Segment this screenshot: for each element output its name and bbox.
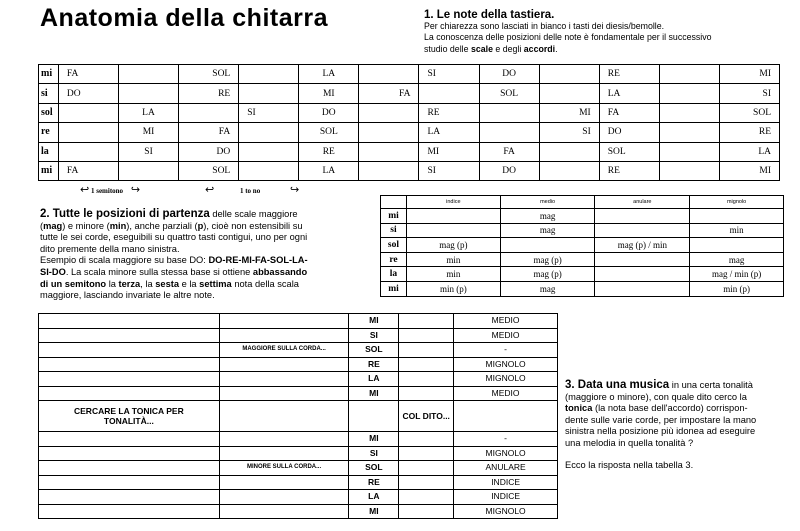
- positions-row: [381, 267, 784, 282]
- fret-cell: SOL: [599, 142, 659, 161]
- curved-arrow-left-icon: ↩: [80, 184, 90, 196]
- string-cell: MI: [349, 432, 399, 447]
- fret-cell: [659, 103, 719, 122]
- fret-cell: SOL: [479, 84, 539, 103]
- fret-cell: DO: [599, 123, 659, 142]
- fret-cell: SI: [539, 123, 599, 142]
- position-cell: mag (p): [500, 252, 595, 267]
- empty-cell: [219, 357, 349, 372]
- finger-cell: MEDIO: [454, 328, 558, 343]
- curved-arrow-right-icon: ↪: [130, 184, 141, 196]
- fret-cell: RE: [599, 65, 659, 84]
- empty-cell: [349, 401, 399, 432]
- empty-cell: [399, 446, 454, 461]
- empty-cell: [39, 372, 220, 387]
- empty-cell: [399, 314, 454, 329]
- section3-text: 3. Data una musica in una certa tonalità (maggiore o minore), con quale dito cerco la tonica (la nota base dell'accordo) corrispon- dente sulle varie corde, per impostare la mano sinistra nella posizione più idonea ad eseguire una melodia in quella tonalità ? Ecco la risposta nella tabella 3.: [565, 379, 757, 470]
- fret-cell: SOL: [178, 65, 238, 84]
- positions-row: [381, 252, 784, 267]
- finger-header: indice: [406, 196, 500, 209]
- position-cell: [595, 223, 690, 238]
- position-cell: mag: [500, 209, 595, 224]
- tonic-row: [39, 357, 558, 372]
- fret-cell: [539, 65, 599, 84]
- string-cell: SI: [349, 328, 399, 343]
- position-cell: mag (p): [500, 267, 595, 282]
- section1-text: [424, 9, 794, 55]
- empty-cell: [39, 490, 220, 505]
- string-label: mi: [39, 65, 59, 84]
- fret-cell: SI: [119, 142, 179, 161]
- string-cell: MI: [349, 314, 399, 329]
- fret-cell: [479, 123, 539, 142]
- fret-cell: SI: [419, 65, 479, 84]
- empty-cell: [39, 343, 220, 358]
- string-cell: MI: [349, 504, 399, 519]
- position-cell: min: [406, 252, 500, 267]
- fret-cell: LA: [719, 142, 779, 161]
- fret-cell: DO: [58, 84, 118, 103]
- semitone-annotation: [80, 183, 140, 196]
- tonic-row: [39, 504, 558, 519]
- empty-cell: [219, 328, 349, 343]
- string-label: la: [381, 267, 407, 282]
- position-cell: mag (p) / min: [595, 238, 690, 253]
- section2-heading: 2. Tutte le posizioni di partenza: [40, 208, 210, 220]
- fret-cell: FA: [479, 142, 539, 161]
- fretboard-row: [39, 142, 780, 161]
- empty-cell: [399, 372, 454, 387]
- tonic-row: [39, 328, 558, 343]
- string-label: sol: [381, 238, 407, 253]
- header-row: [39, 401, 558, 432]
- position-cell: min: [690, 223, 784, 238]
- fret-cell: [659, 142, 719, 161]
- section3-answer: Ecco la risposta nella tabella 3.: [565, 459, 694, 470]
- finger-cell: INDICE: [454, 490, 558, 505]
- string-label: la: [39, 142, 59, 161]
- fret-cell: [239, 142, 299, 161]
- empty-cell: [399, 343, 454, 358]
- empty-cell: [399, 386, 454, 401]
- string-cell: LA: [349, 490, 399, 505]
- fret-cell: DO: [479, 65, 539, 84]
- empty-cell: [39, 504, 220, 519]
- empty-cell: [39, 475, 220, 490]
- empty-cell: [39, 386, 220, 401]
- fret-cell: [419, 84, 479, 103]
- tonic-row: [39, 386, 558, 401]
- fretboard-row: [39, 84, 780, 103]
- position-cell: [690, 238, 784, 253]
- fret-cell: [359, 103, 419, 122]
- string-label: si: [39, 84, 59, 103]
- fret-cell: [359, 161, 419, 180]
- tonic-finger-table: [38, 313, 558, 519]
- fret-cell: DO: [178, 142, 238, 161]
- fret-cell: FA: [58, 65, 118, 84]
- string-label: si: [381, 223, 407, 238]
- tone-annotation: [205, 183, 299, 196]
- string-label: mi: [381, 209, 407, 224]
- empty-cell: [399, 357, 454, 372]
- string-cell: LA: [349, 372, 399, 387]
- fretboard-row: [39, 123, 780, 142]
- empty-cell: [39, 461, 220, 476]
- empty-cell: [219, 475, 349, 490]
- fret-cell: [239, 65, 299, 84]
- section3-heading: 3. Data una musica: [565, 379, 670, 391]
- tonic-row: [39, 446, 558, 461]
- fret-cell: [539, 142, 599, 161]
- fret-cell: LA: [299, 65, 359, 84]
- finger-cell: MIGNOLO: [454, 357, 558, 372]
- string-cell: SOL: [349, 461, 399, 476]
- finger-header: medio: [500, 196, 595, 209]
- position-cell: [595, 209, 690, 224]
- fret-cell: [239, 84, 299, 103]
- minor-on-string-label: MINORE SULLA CORDA...: [219, 461, 349, 476]
- position-cell: mag (p): [406, 238, 500, 253]
- fret-cell: [239, 123, 299, 142]
- finger-cell: MEDIO: [454, 314, 558, 329]
- position-cell: mag: [690, 252, 784, 267]
- fret-cell: RE: [419, 103, 479, 122]
- tonic-row: [39, 461, 558, 476]
- fret-cell: [359, 142, 419, 161]
- section2-para1: 2. Tutte le posizioni di partenza delle scale maggiore (mag) e minore (min), anche parziali (p), cioè non estensibili su tutte le sei corde, eseguibili su quattro tasti contigui, uno per ogni dito premente della mano sinistra.: [40, 208, 308, 254]
- finger-cell: MIGNOLO: [454, 446, 558, 461]
- fret-cell: [239, 161, 299, 180]
- fret-cell: [659, 84, 719, 103]
- section1-line2: La conoscenza delle posizioni delle note è fondamentale per il successivo: [424, 32, 712, 43]
- fret-cell: RE: [178, 84, 238, 103]
- fret-cell: SI: [419, 161, 479, 180]
- string-label: mi: [39, 161, 59, 180]
- fret-cell: DO: [299, 103, 359, 122]
- fret-cell: [659, 161, 719, 180]
- finger-label: COL DITO...: [399, 401, 454, 432]
- fret-cell: MI: [539, 103, 599, 122]
- empty-cell: [454, 401, 558, 432]
- fret-cell: SOL: [178, 161, 238, 180]
- fret-cell: LA: [419, 123, 479, 142]
- fret-cell: [359, 65, 419, 84]
- fret-cell: SOL: [299, 123, 359, 142]
- string-cell: RE: [349, 475, 399, 490]
- empty-cell: [219, 401, 349, 432]
- section2-para2: Esempio di scala maggiore su base DO: DO-RE-MI-FA-SOL-LA- SI-DO. La scala minore sulla stessa base si ottiene abbassando di un semitono la terza, la sesta e la settima nota della scala maggiore, lasciando invariate le altre note.: [40, 255, 308, 301]
- fret-cell: MI: [719, 65, 779, 84]
- major-on-string-label: MAGGIORE SULLA CORDA...: [219, 343, 349, 358]
- string-label: re: [39, 123, 59, 142]
- position-cell: [690, 209, 784, 224]
- empty-cell: [399, 432, 454, 447]
- fret-cell: LA: [599, 84, 659, 103]
- finger-cell: -: [454, 343, 558, 358]
- fret-cell: [479, 103, 539, 122]
- section2-text: [40, 209, 370, 302]
- empty-cell: [219, 372, 349, 387]
- fret-cell: [58, 142, 118, 161]
- tonic-row: [39, 475, 558, 490]
- empty-cell: [219, 432, 349, 447]
- empty-cell: [39, 432, 220, 447]
- empty-cell: [219, 386, 349, 401]
- fretboard-table: [38, 64, 780, 181]
- position-cell: [595, 267, 690, 282]
- position-cell: [595, 281, 690, 296]
- fret-cell: FA: [359, 84, 419, 103]
- fret-cell: [119, 161, 179, 180]
- fret-cell: MI: [299, 84, 359, 103]
- positions-row: [381, 209, 784, 224]
- string-cell: MI: [349, 386, 399, 401]
- fret-cell: [178, 103, 238, 122]
- fret-cell: [659, 123, 719, 142]
- fret-cell: FA: [599, 103, 659, 122]
- tonic-row: [39, 432, 558, 447]
- string-cell: RE: [349, 357, 399, 372]
- string-label: re: [381, 252, 407, 267]
- fret-cell: [539, 161, 599, 180]
- tonic-row: [39, 343, 558, 358]
- finger-header: anulare: [595, 196, 690, 209]
- string-label: sol: [39, 103, 59, 122]
- empty-cell: [39, 314, 220, 329]
- position-cell: [500, 238, 595, 253]
- section1-line1: Per chiarezza sono lasciati in bianco i tasti dei diesis/bemolle.: [424, 21, 665, 31]
- empty-cell: [399, 475, 454, 490]
- position-cell: min (p): [406, 281, 500, 296]
- empty-cell: [399, 490, 454, 505]
- position-cell: mag: [500, 223, 595, 238]
- section1-line3: studio delle scale e degli accordi.: [424, 43, 558, 54]
- fret-cell: RE: [599, 161, 659, 180]
- position-cell: [406, 209, 500, 224]
- empty-cell: [39, 446, 220, 461]
- empty-cell: [399, 461, 454, 476]
- fret-cell: SI: [239, 103, 299, 122]
- curved-arrow-right-icon: ↪: [289, 184, 300, 196]
- finger-cell: MIGNOLO: [454, 372, 558, 387]
- string-label: mi: [381, 281, 407, 296]
- positions-table: [380, 195, 784, 297]
- finger-cell: MIGNOLO: [454, 504, 558, 519]
- fretboard-row: [39, 103, 780, 122]
- finger-cell: INDICE: [454, 475, 558, 490]
- fretboard-row: [39, 161, 780, 180]
- tonic-label: CERCARE LA TONICA PER TONALITÀ...: [39, 401, 220, 432]
- empty-cell: [39, 328, 220, 343]
- tonic-row: [39, 490, 558, 505]
- corner-cell: [381, 196, 407, 209]
- tone-label: 1 to no: [239, 187, 261, 195]
- finger-cell: ANULARE: [454, 461, 558, 476]
- fret-cell: FA: [58, 161, 118, 180]
- fret-cell: SI: [719, 84, 779, 103]
- fret-cell: FA: [178, 123, 238, 142]
- empty-cell: [219, 314, 349, 329]
- empty-cell: [219, 490, 349, 505]
- fret-cell: DO: [479, 161, 539, 180]
- positions-row: [381, 238, 784, 253]
- empty-cell: [39, 357, 220, 372]
- tonic-row: [39, 314, 558, 329]
- fret-cell: [58, 123, 118, 142]
- position-cell: mag: [500, 281, 595, 296]
- fret-cell: MI: [719, 161, 779, 180]
- finger-cell: MEDIO: [454, 386, 558, 401]
- string-cell: SI: [349, 446, 399, 461]
- empty-cell: [399, 504, 454, 519]
- finger-header: mignolo: [690, 196, 784, 209]
- position-cell: min (p): [690, 281, 784, 296]
- empty-cell: [219, 446, 349, 461]
- fret-cell: LA: [119, 103, 179, 122]
- fret-cell: [539, 84, 599, 103]
- fret-cell: MI: [119, 123, 179, 142]
- fret-cell: LA: [299, 161, 359, 180]
- fret-cell: [359, 123, 419, 142]
- position-cell: mag / min (p): [690, 267, 784, 282]
- fretboard-row: [39, 65, 780, 84]
- fret-cell: [119, 65, 179, 84]
- fret-cell: MI: [419, 142, 479, 161]
- page-title: Anatomia della chitarra: [40, 4, 328, 32]
- fret-cell: RE: [719, 123, 779, 142]
- fret-cell: [58, 103, 118, 122]
- position-cell: min: [406, 267, 500, 282]
- finger-cell: -: [454, 432, 558, 447]
- fret-cell: [119, 84, 179, 103]
- positions-row: [381, 223, 784, 238]
- fret-cell: SOL: [719, 103, 779, 122]
- semitone-label: 1 semitono: [90, 187, 124, 195]
- empty-cell: [219, 504, 349, 519]
- curved-arrow-left-icon: ↩: [205, 184, 215, 196]
- tonic-row: [39, 372, 558, 387]
- section1-heading: 1. Le note della tastiera.: [424, 9, 555, 21]
- empty-cell: [399, 328, 454, 343]
- position-cell: [595, 252, 690, 267]
- positions-row: [381, 281, 784, 296]
- fret-cell: [659, 65, 719, 84]
- fret-cell: RE: [299, 142, 359, 161]
- position-cell: [406, 223, 500, 238]
- positions-header-row: [381, 196, 784, 209]
- string-cell: SOL: [349, 343, 399, 358]
